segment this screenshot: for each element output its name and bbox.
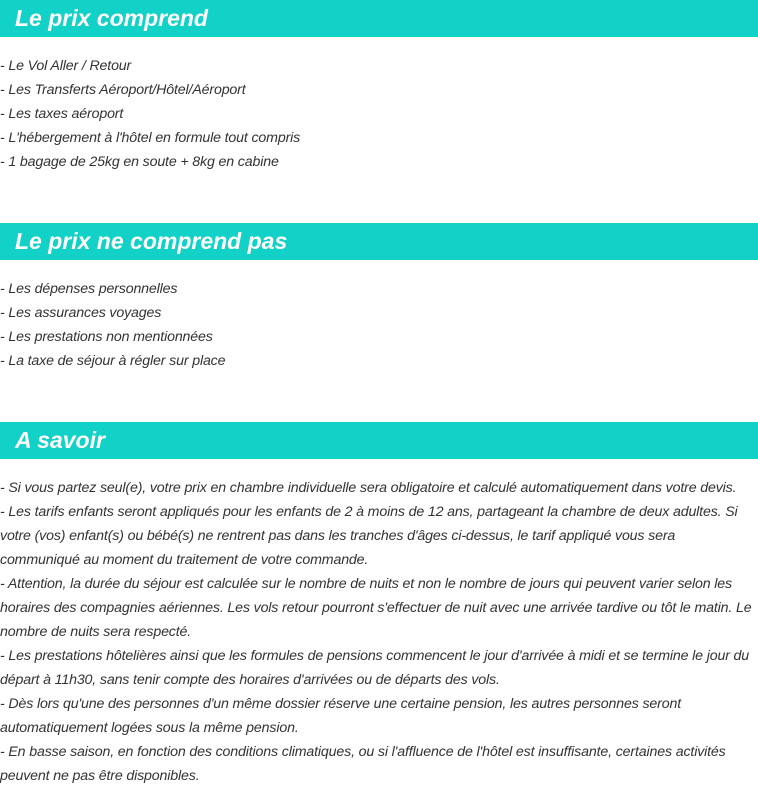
info-content bbox=[0, 476, 758, 788]
list-item: - Les assurances voyages bbox=[0, 305, 162, 321]
info-paragraph: - En basse saison, en fonction des conditions climatiques, ou si l'affluence de l'hôtel est insuffisante, certaines activités peuvent ne pas être disponibles. bbox=[0, 744, 726, 784]
info-section bbox=[0, 422, 758, 788]
excluded-heading: Le prix ne comprend pas bbox=[0, 223, 758, 260]
list-item: - 1 bagage de 25kg en soute + 8kg en cabine bbox=[0, 154, 279, 170]
included-list bbox=[0, 54, 758, 174]
info-paragraph: - Si vous partez seul(e), votre prix en chambre individuelle sera obligatoire et calculé automatiquement dans votre devis. bbox=[0, 480, 737, 496]
info-paragraph: - Les prestations hôtelières ainsi que les formules de pensions commencent le jour d'arrivée à midi et se termine le jour du départ à 11h30, sans tenir compte des horaires d'arrivées ou de départs des vols. bbox=[0, 648, 750, 688]
info-paragraph: - Attention, la durée du séjour est calculée sur le nombre de nuits et non le nombre de jours qui peuvent varier selon les horaires des compagnies aériennes. Les vols retour pourront s'effectuer de nuit avec une arrivée tardive ou tôt le matin. Le nombre de nuits sera respecté. bbox=[0, 576, 752, 640]
excluded-list bbox=[0, 277, 758, 373]
info-paragraph: - Les tarifs enfants seront appliqués pour les enfants de 2 à moins de 12 ans, partageant la chambre de deux adultes. Si votre (vos) enfant(s) ou bébé(s) ne rentrent pas dans les tranches d'âges ci-dessus, le tarif appliqué vous sera communiqué au moment du traitement de votre commande. bbox=[0, 504, 738, 568]
list-item: - Les dépenses personnelles bbox=[0, 281, 178, 297]
list-item: - Les taxes aéroport bbox=[0, 106, 124, 122]
info-paragraph: - Dès lors qu'une des personnes d'un même dossier réserve une certaine pension, les autres personnes seront automatiquement logées sous la même pension. bbox=[0, 696, 682, 736]
list-item: - Les Transferts Aéroport/Hôtel/Aéroport bbox=[0, 82, 246, 98]
info-heading: A savoir bbox=[0, 422, 758, 459]
excluded-section bbox=[0, 223, 758, 373]
included-heading: Le prix comprend bbox=[0, 0, 758, 37]
list-item: - Les prestations non mentionnées bbox=[0, 329, 213, 345]
included-section bbox=[0, 0, 758, 174]
list-item: - La taxe de séjour à régler sur place bbox=[0, 353, 226, 369]
list-item: - L'hébergement à l'hôtel en formule tout compris bbox=[0, 130, 301, 146]
list-item: - Le Vol Aller / Retour bbox=[0, 58, 132, 74]
